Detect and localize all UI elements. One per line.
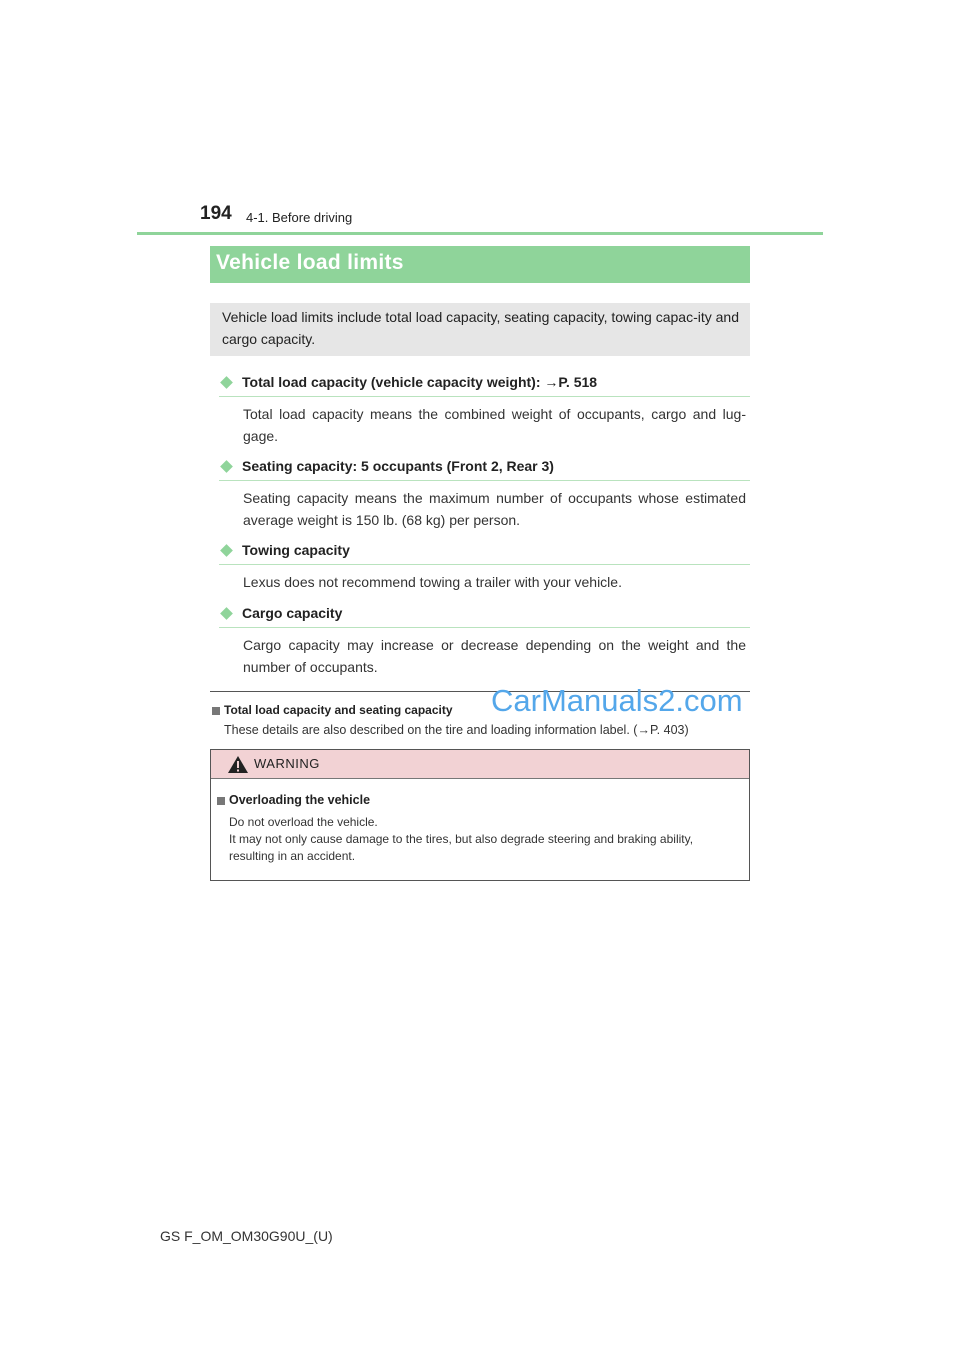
note-heading: Total load capacity and seating capacity	[224, 703, 453, 717]
subheading-total-load	[219, 374, 750, 397]
watermark: CarManuals2.com	[491, 683, 743, 718]
diamond-bullet-icon	[220, 544, 233, 557]
diamond-bullet-icon	[220, 460, 233, 473]
body-towing: Lexus does not recommend towing a trailer with your vehicle.	[243, 574, 622, 590]
subheading-towing	[219, 542, 750, 565]
note-text: These details are also described on the tire and loading information label. (→P. 403)	[224, 723, 689, 737]
section-label: 4-1. Before driving	[246, 210, 353, 225]
body-seating: Seating capacity means the maximum number of occupants whose estimated average weight is 150 lb. (68 kg) per person.	[243, 490, 746, 528]
body-cargo: Cargo capacity may increase or decrease depending on the weight and the number of occupants.	[243, 637, 746, 675]
diamond-bullet-icon	[220, 376, 233, 389]
square-bullet-icon	[217, 797, 225, 805]
diamond-bullet-icon	[220, 607, 233, 620]
subheading-text: Seating capacity: 5 occupants (Front 2, Rear 3)	[242, 458, 554, 474]
page-title: Vehicle load limits	[216, 251, 404, 274]
page-number: 194	[200, 203, 232, 224]
header-divider	[137, 232, 823, 235]
warning-label: WARNING	[254, 756, 320, 771]
subheading-text: Towing capacity	[242, 542, 350, 558]
body-total-load: Total load capacity means the combined weight of occupants, cargo and lug-gage.	[243, 406, 746, 444]
warning-title: Overloading the vehicle	[229, 793, 371, 807]
subheading-seating	[219, 458, 750, 481]
subheading-cargo	[219, 605, 750, 628]
warning-line: It may not only cause damage to the tires, but also degrade steering and braking ability, resulting in an accident.	[229, 832, 694, 863]
warning-triangle-icon	[227, 755, 249, 774]
warning-header	[211, 750, 749, 779]
subheading-text: Cargo capacity	[242, 605, 343, 621]
warning-body	[229, 814, 741, 865]
square-bullet-icon	[212, 707, 220, 715]
intro-text: Vehicle load limits include total load capacity, seating capacity, towing capac-ity and cargo capacity.	[222, 309, 739, 347]
footer-code: GS F_OM_OM30G90U_(U)	[160, 1228, 333, 1244]
subheading-text: Total load capacity (vehicle capacity weight): →P. 518	[242, 374, 598, 390]
warning-line: Do not overload the vehicle.	[229, 815, 378, 829]
